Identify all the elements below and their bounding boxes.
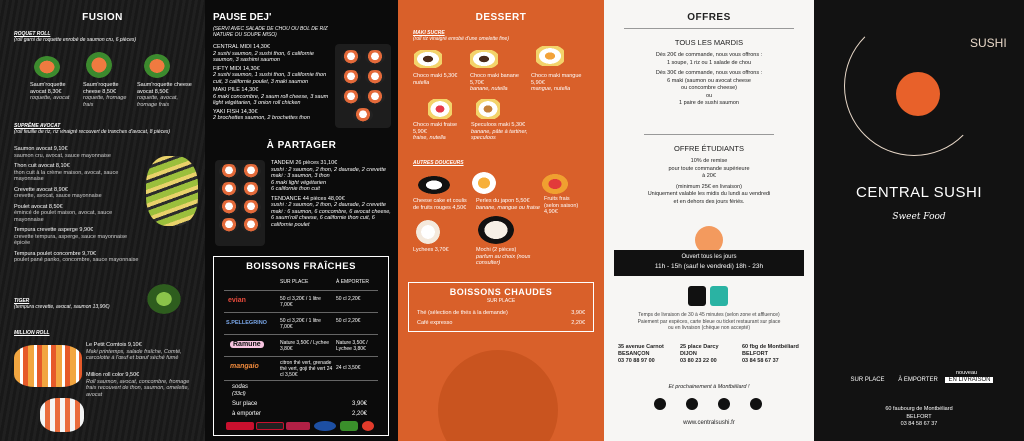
item-desc: crevette tempura, asperge, sauce mayonnaise épicée — [14, 233, 128, 246]
roquet-item-3-name: Saum'roquette cheese avocat 8,50€ — [137, 82, 192, 95]
sushi-image — [219, 200, 239, 214]
chaudes-row-2-name: Café expresso — [417, 320, 453, 326]
item-desc: 2 brochettes saumon, 2 brochettes thon — [213, 115, 310, 121]
item-desc: Roll saumon, avocat, concombre, fromage frais recouvert de thon, saumon, omelette, avocat — [86, 378, 190, 398]
item-desc: banane, nutella — [470, 86, 508, 92]
store-city: BESANÇON — [618, 351, 650, 357]
logo-arc-text: SUSHI — [970, 36, 1007, 50]
roquet-item-3-desc: roquette, avocat, fromage frais — [137, 95, 178, 108]
maki-item-4 — [413, 122, 469, 142]
list-item — [14, 204, 139, 224]
douceurs-heading: AUTRES DOUCEURS — [413, 160, 464, 166]
item-name: TANDEM 26 pièces 31,10€ — [271, 160, 338, 166]
item-desc: crevette, avocat, sauce mayonnaise — [14, 193, 102, 199]
pause-title: PAUSE DEJ' — [213, 12, 272, 23]
brand-tagline: Sweet Food — [892, 212, 946, 222]
sushi-image — [241, 200, 261, 214]
brand-address: 60 faubourg de Montbéliard — [885, 406, 953, 412]
dessert-title: DESSERT — [475, 12, 527, 23]
item-name: Poulet avocat 8,50€ — [14, 203, 63, 210]
item-desc: fraise, nutella — [413, 135, 446, 141]
item-desc: 2 sushi saumon, 2 sushi thon, 6 californie saumon, 3 sashimi saumon — [213, 50, 314, 63]
list-item — [14, 187, 139, 200]
list-item — [213, 109, 331, 122]
offer-line: (minimum 25€ en livraison) — [675, 183, 743, 190]
item-desc: banane, mangue ou fraise — [476, 204, 540, 211]
list-item — [213, 87, 331, 107]
chaudes-row-1-name: Thé (sélection de thés à la demande) — [417, 310, 508, 316]
price-emporter: 24 cl 3,50€ — [336, 365, 361, 371]
table-row — [224, 380, 378, 420]
store-city: BELFORT — [742, 351, 768, 357]
item-line: 6 californie thon cuit — [271, 186, 320, 192]
million-item-1 — [86, 342, 198, 362]
item-line: 6 maki light végétarien — [271, 179, 327, 186]
roquet-roll-image-3 — [144, 54, 170, 78]
roquet-item-1-name: Saum'roquette avocat 8,30€ — [30, 82, 66, 95]
sushi-image — [341, 70, 361, 84]
item-desc: thon cuit à la crème maison, avocat, sauce mayonnaise — [14, 169, 119, 182]
nav-livraison[interactable]: EN LIVRAISON — [945, 377, 993, 383]
item-name: TENDANCE 44 pièces 48,00€ — [271, 195, 345, 202]
brand-address-block — [814, 406, 1024, 429]
list-item — [14, 251, 139, 264]
offer-line: ou concombre cheese) — [681, 85, 737, 91]
brand-city: BELFORT — [906, 413, 932, 420]
item-name: Choco maki mangue 5,90€ — [531, 73, 582, 86]
item-desc: 6 maki concombre, 2 saum roll cheese, 3 saum light végétarien, 3 onion roll chicken — [213, 93, 329, 106]
douceur-item-4: Lychees 3,70€ — [413, 247, 449, 253]
roquet-item-3 — [137, 82, 193, 108]
perles-image — [472, 172, 496, 194]
facebook-icon[interactable] — [654, 398, 666, 410]
brand-panel — [814, 0, 1024, 441]
offer-line: Uniquement valable les midis du lundi au vendredi — [647, 191, 771, 197]
mardi-lines — [604, 52, 814, 108]
lychees-image — [416, 220, 440, 244]
douceur-item-5 — [476, 247, 546, 267]
offres-panel — [604, 0, 814, 441]
uber-eats-icon[interactable] — [688, 286, 706, 306]
supreme-heading: SUPRÊME AVOCAT — [14, 123, 61, 129]
info-line: ou en livraison (chèque non accepté) — [668, 325, 750, 331]
choco-maki-banane-image — [470, 50, 498, 68]
sur-place-price: 3,90€ — [352, 401, 368, 407]
choco-maki-image — [414, 50, 442, 68]
store-besancon — [618, 344, 680, 365]
hours-box — [614, 250, 804, 276]
item-desc: poulet pané panko, concombre, sauce mayonnaise — [14, 257, 139, 263]
item-desc: émincé de poulet maison, avocat, sauce mayonnaise — [14, 210, 113, 223]
tiger-heading: TIGER — [14, 298, 30, 304]
price-sur-place: 50 cl 3,20€ / 1 litre 7,00€ — [280, 296, 321, 308]
item-name: CENTRAL MIDI 14,30€ — [213, 44, 270, 50]
boissons-title: BOISSONS FRAÎCHES — [246, 261, 356, 272]
speculoos-maki-image — [476, 99, 500, 119]
sushi-image — [341, 50, 361, 64]
item-desc: 2 sushi saumon, 1 sushi thon, 3 californie thon cuit, 3 californie poulet, 3 maki saumon — [213, 72, 327, 85]
nav-emporter[interactable]: À EMPORTER — [898, 377, 938, 383]
brand-phone: 03 84 58 67 37 — [900, 421, 938, 427]
offer-line: Dès 20€ de commande, nous vous offrons : — [655, 52, 763, 58]
item-name: Le Petit Comtois 9,10€ — [86, 342, 142, 348]
price-sur-place: citron thé vert, grenade thé vert, goji thé vert 24 cl 3,50€ — [280, 360, 333, 378]
website-link[interactable]: www.centralsushi.fr — [683, 420, 735, 426]
item-name: Choco maki 5,30€ — [413, 73, 458, 79]
item-desc: parfum au choix (nous consulter) — [476, 253, 531, 266]
supreme-list — [14, 146, 139, 268]
offres-title: OFFRES — [687, 12, 731, 23]
supreme-roll-image — [146, 156, 198, 226]
salmon-logo-icon — [896, 72, 940, 116]
soda-brands-logos — [226, 420, 376, 432]
instagram-icon[interactable] — [686, 398, 698, 410]
item-line: maki : 3 saumon, 3 thon — [271, 173, 330, 179]
offres-divider — [644, 134, 774, 135]
maki-sucre-sub: (roll riz vinaigré enrobé d'une omelette fine) — [413, 36, 510, 42]
brand-evian: evian — [228, 297, 246, 304]
etudiants-title: OFFRE ÉTUDIANTS — [673, 144, 744, 153]
roquet-item-2-name: Saum'roquette cheese 8,50€ — [83, 82, 119, 95]
roquet-item-1 — [30, 82, 80, 102]
roquet-heading: ROQUET ROLL — [14, 31, 51, 37]
info-line: Temps de livraison de 30 à 45 minutes (selon zone et affluence) — [638, 312, 780, 318]
offer-line: 10% de remise — [690, 158, 728, 164]
price-sur-place: Nature 3,50€ / Lychee 3,80€ — [280, 340, 330, 352]
sur-place-label: Sur place — [232, 401, 258, 407]
price-emporter: Nature 3,50€ / Lychee 3,80€ — [336, 340, 368, 352]
offer-line: et en dehors des jours fériés. — [673, 198, 745, 205]
item-desc: mangue, nutella — [531, 86, 571, 92]
boissons-col1: SUR PLACE — [280, 279, 309, 285]
fusion-title: FUSION — [82, 12, 123, 23]
partager-title: À PARTAGER — [266, 140, 337, 151]
hours-text: 11h - 15h (sauf le vendredi) 18h - 23h — [654, 263, 764, 270]
item-name: Perles du japon 5,50€ — [476, 198, 530, 204]
sushi-image — [241, 164, 261, 178]
million-item-2 — [86, 372, 198, 398]
list-item — [14, 227, 139, 247]
sushi-image — [365, 70, 385, 84]
roquet-item-2-desc: roquette, fromage frais — [83, 95, 127, 108]
store-phone: 03 84 58 67 37 — [742, 358, 779, 364]
item-name: Tempura crevette asperge 9,90€ — [14, 227, 94, 233]
info-line: Paiement par espèces, carte bleue ou ticket restaurant sur place — [637, 318, 781, 325]
brand-mangaio: mangaio — [230, 363, 259, 370]
cheese-cake-image — [418, 176, 450, 194]
sushi-image — [219, 218, 239, 232]
table-row — [224, 312, 378, 334]
item-name: Choco maki fraise 5,90€ — [413, 122, 458, 135]
coca-cola-logo — [226, 422, 254, 430]
sushi-image — [365, 90, 385, 104]
list-item — [14, 146, 139, 159]
choco-maki-fraise-image — [428, 99, 452, 119]
item-desc: nutella — [413, 79, 430, 86]
item-name: Thon cuit avocat 8,10€ — [14, 163, 70, 169]
list-item — [271, 160, 395, 193]
snapchat-icon[interactable] — [718, 398, 730, 410]
chaudes-row-1-price: 3,90€ — [571, 310, 585, 316]
store-address: 60 fbg de Montbéliard — [742, 344, 799, 350]
table-row — [224, 290, 378, 312]
offer-line: à 20€ — [702, 173, 716, 179]
delivery-info — [604, 312, 814, 332]
brand-pellegrino: S.PELLEGRINO — [226, 320, 267, 326]
hours-title: Ouvert tous les jours — [681, 254, 737, 260]
brand-name: CENTRAL SUSHI — [856, 184, 982, 201]
maki-item-1 — [413, 73, 469, 86]
million-roll-image-1 — [14, 345, 82, 387]
deliveroo-icon[interactable] — [710, 286, 728, 306]
item-desc: banane, pâte à tartiner, speculoos — [471, 128, 528, 141]
decor-salmon-logo — [438, 350, 558, 441]
dessert-panel — [398, 0, 604, 441]
item-name: YAKI FISH 14,30€ — [213, 108, 258, 115]
fruits-image — [542, 174, 568, 194]
sodas-size: (33cl) — [232, 391, 246, 397]
offer-line: ou — [705, 92, 713, 99]
offer-line: Dès 30€ de commande, nous vous offrons : — [655, 70, 763, 76]
maki-item-5 — [471, 122, 529, 142]
maki-item-3 — [531, 73, 593, 93]
brand-ramune: Ramune — [230, 341, 264, 348]
choco-maki-mangue-image — [536, 46, 564, 66]
roquet-roll-image-2 — [86, 52, 112, 78]
coca-cola-zero-logo — [256, 422, 284, 430]
item-desc: Maki printemps, salade fraîche, Comté, carcolotte à l'œuf et bœuf séché fumé — [86, 348, 182, 361]
item-name: Crevette avocat 8,90€ — [14, 186, 68, 193]
item-line: sushi : 2 saumon, 2 thon, 2 daurade, 2 crevette — [271, 202, 386, 208]
roquet-item-2 — [83, 82, 135, 108]
price-emporter: 50 cl 2,20€ — [336, 318, 361, 324]
chaudes-box — [408, 282, 594, 332]
price-emporter: 50 cl 2,20€ — [336, 296, 361, 302]
million-roll-image-2 — [40, 398, 84, 432]
nouveau-label: nouveau — [956, 370, 978, 376]
pause-panel — [205, 0, 398, 441]
pause-tray-image — [335, 44, 391, 128]
mardi-title: TOUS LES MARDIS — [674, 38, 744, 47]
boissons-col2: À EMPORTER — [336, 279, 369, 285]
pause-sub: (SERVI AVEC SALADE DE CHOU OU BOL DE RIZ NATURE OU SOUPE MISO) — [213, 26, 328, 38]
item-name: MAKI PILE 14,30€ — [213, 87, 259, 93]
item-line: sushi : 2 saumon, 2 thon, 2 daurade, 2 crevette — [271, 166, 386, 173]
maki-sucre-heading: MAKI SUCRE — [413, 30, 445, 36]
pause-list — [213, 44, 331, 124]
emporter-price: 2,20€ — [352, 411, 368, 417]
item-name: FIFTY MIDI 14,30€ — [213, 65, 260, 72]
tiger-roll-image — [146, 283, 182, 315]
list-item — [14, 163, 139, 183]
supreme-sub: (roll feuille de riz, riz vinaigré recouvert de tranches d'avocat, 8 pièces) — [14, 129, 171, 135]
partager-list — [271, 160, 395, 228]
sushi-image — [365, 50, 385, 64]
soon-text: Et prochainement à Montbéliard ! — [668, 384, 750, 390]
sushi-image — [241, 182, 261, 196]
fusion-panel — [0, 0, 205, 441]
item-name: Saumon avocat 9,10€ — [14, 146, 68, 152]
chaudes-title: BOISSONS CHAUDES — [409, 287, 593, 297]
sodas-label: sodas — [232, 384, 249, 390]
chaudes-row-2-price: 2,20€ — [571, 320, 585, 326]
item-name: Mochi (2 pièces) — [476, 247, 517, 253]
sprite-logo — [340, 421, 358, 431]
coca-cola-cherry-logo — [286, 422, 310, 430]
boissons-box — [213, 256, 389, 436]
store-belfort — [742, 344, 812, 365]
douceur-item-1: Cheese cake et coulis de fruits rouges 4,50€ — [413, 198, 467, 211]
roquet-sub: (roll garni de roquette enrobé de saumon cru, 6 pièces) — [14, 37, 137, 43]
item-name: Million roll color 9,50€ — [86, 372, 140, 378]
oasis-logo — [362, 421, 374, 431]
item-name: Speculoos maki 5,30€ — [471, 122, 526, 128]
sushi-image — [219, 164, 239, 178]
item-name: Choco maki banane 5,70€ — [470, 73, 519, 86]
tiger-sub: (tempura crevette, avocat, saumon 13,90€) — [14, 304, 110, 310]
service-nav — [814, 377, 1024, 383]
item-line: maki : 6 saumon, 6 concombre, 6 avocat cheese, 6 saum'roll cheese, 6 californie thon cuit, 6 californie poulet — [271, 208, 391, 228]
nav-sur-place[interactable]: SUR PLACE — [850, 377, 885, 383]
million-heading: MILLION ROLL — [14, 330, 50, 336]
offer-line: pour toute commande supérieure — [668, 165, 750, 172]
store-phone: 03 80 23 22 00 — [680, 358, 717, 364]
store-city: DIJON — [680, 351, 697, 357]
store-dijon — [680, 344, 742, 365]
orangina-logo — [314, 421, 336, 431]
list-item — [271, 196, 395, 229]
chaudes-sub: SUR PLACE — [486, 298, 516, 304]
maki-item-2 — [470, 73, 530, 93]
sushi-image — [219, 182, 239, 196]
sushi-image — [241, 218, 261, 232]
douceur-item-3: Fruits frais (selon saison) 4,90€ — [544, 196, 579, 215]
offres-divider — [624, 28, 794, 29]
item-desc: saumon cru, avocat, sauce mayonnaise — [14, 152, 111, 159]
sushi-image — [341, 90, 361, 104]
offer-line: 6 maki (saumon ou avocat cheese — [667, 77, 751, 84]
store-phone: 03 70 88 97 00 — [618, 358, 655, 364]
price-sur-place: 50 cl 3,20€ / 1 litre 7,00€ — [280, 318, 321, 330]
sushi-image — [353, 108, 373, 122]
offer-line: 1 paire de sushi saumon — [679, 100, 739, 106]
etudiants-lines — [604, 158, 814, 206]
list-item — [213, 66, 331, 86]
tiktok-icon[interactable] — [750, 398, 762, 410]
roquet-roll-image-1 — [34, 56, 60, 78]
table-row — [224, 334, 378, 356]
roquet-item-1-desc: roquette, avocat — [30, 95, 70, 101]
item-name: Tempura poulet concombre 9,70€ — [14, 250, 96, 257]
store-address: 35 avenue Carnot — [618, 344, 664, 350]
table-row — [224, 356, 378, 380]
social-icons — [654, 398, 764, 412]
store-address: 25 place Darcy — [680, 344, 719, 350]
douceur-item-2 — [476, 198, 542, 211]
list-item — [213, 44, 331, 64]
emporter-label: à emporter — [232, 411, 262, 417]
partager-tray-image — [215, 160, 265, 246]
mochi-image — [478, 216, 514, 244]
offer-line: 1 soupe, 1 riz ou 1 salade de chou — [666, 59, 752, 66]
